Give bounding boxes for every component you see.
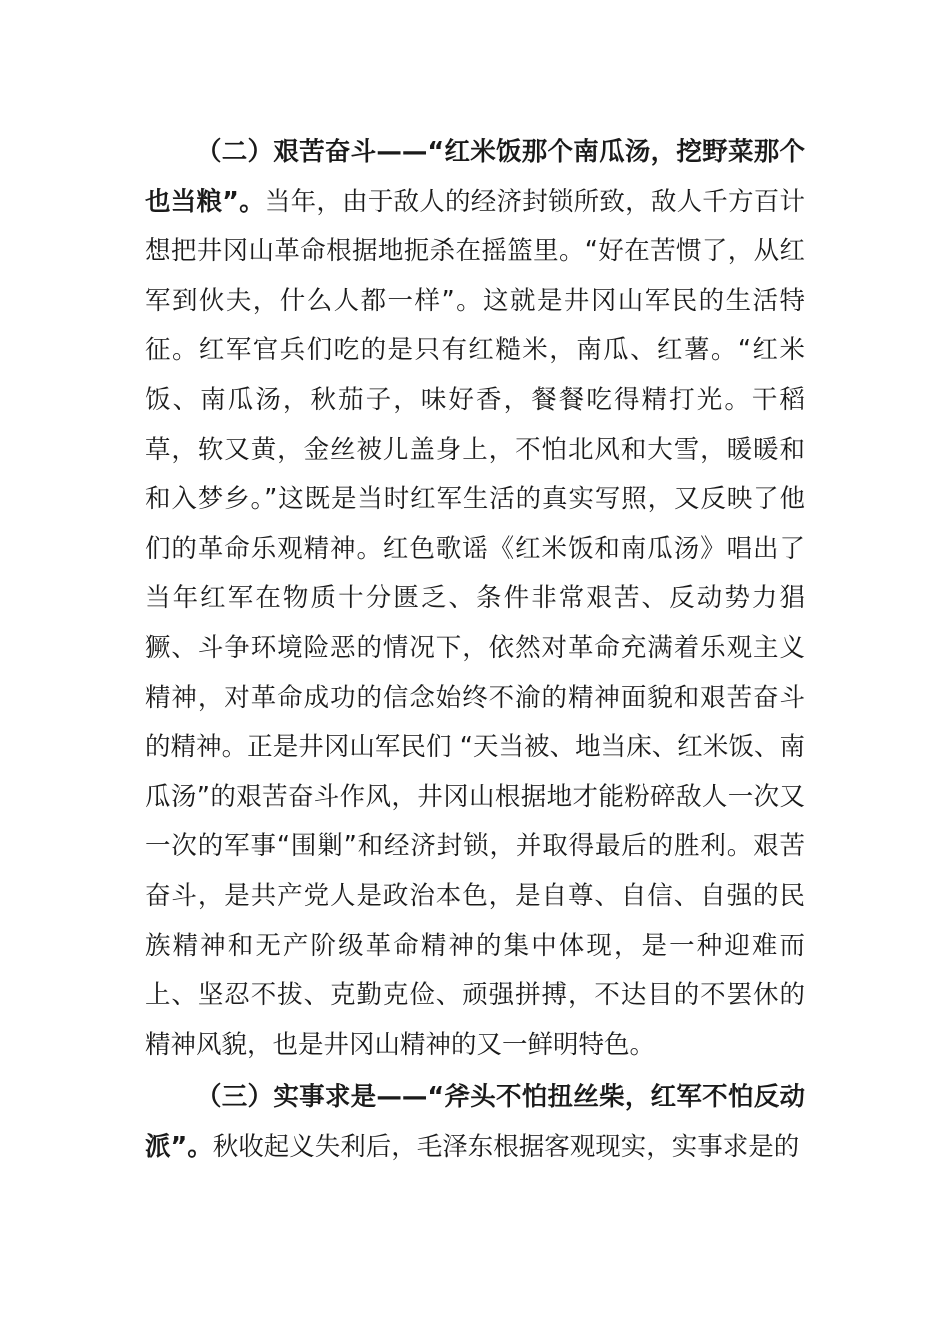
paragraph-text: 秋收起义失利后，毛泽东根据客观现实，实事求是的 xyxy=(212,1131,800,1162)
document-body xyxy=(145,128,805,1172)
paragraph-hardship xyxy=(145,128,805,1070)
paragraph-heading: （二）艰苦奋斗——“红米饭那个南瓜汤，挖野菜那个也当粮”。 xyxy=(145,137,805,217)
paragraph-heading: （三）实事求是——“斧头不怕扭丝柴，红军不怕反动派”。 xyxy=(145,1082,805,1162)
paragraph-text: 当年，由于敌人的经济封锁所致，敌人千方百计想把井冈山革命根据地扼杀在摇篮里。“好在苦惯了，从红军到伙夫，什么人都一样”。这就是井冈山军民的生活特征。红军官兵们吃的是只有红糙米，南瓜、红薯。“红米饭、南瓜汤，秋茄子，味好香，餐餐吃得精打光。干稻草，软又黄，金丝被儿盖身上，不怕北风和大雪，暖暖和和入梦乡。”这既是当时红军生活的真实写照，又反映了他们的革命乐观精神。红色歌谣《红米饭和南瓜汤》唱出了当年红军在物质十分匮乏、条件非常艰苦、反动势力猖獗、斗争环境险恶的情况下，依然对革命充满着乐观主义精神，对革命成功的信念始终不渝的精神面貌和艰苦奋斗的精神。正是井冈山军民们 “天当被、地当床、红米饭、南瓜汤”的艰苦奋斗作风，井冈山根据地才能粉碎敌人一次又一次的军事“围剿”和经济封锁，并取得最后的胜利。艰苦奋斗，是共产党人是政治本色，是自尊、自信、自强的民族精神和无产阶级革命精神的集中体现，是一种迎难而上、坚忍不拔、克勤克俭、顽强拼搏，不达目的不罢休的精神风貌，也是井冈山精神的又一鲜明特色。 xyxy=(145,186,805,1060)
paragraph-seek-truth xyxy=(145,1073,805,1172)
